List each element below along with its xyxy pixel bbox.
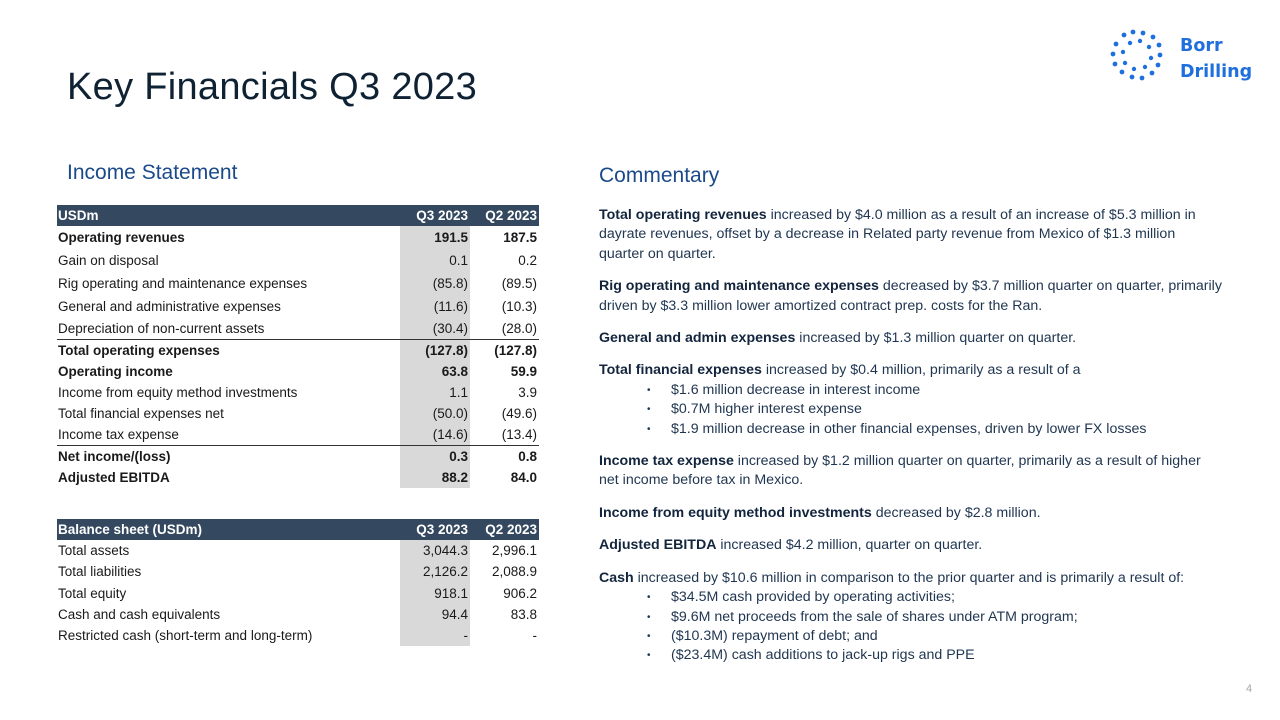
table-row [57,272,539,295]
row-label: Total liabilities [58,564,142,580]
commentary-text: increased by $10.6 million in comparison to the prior quarter and is primarily a result of: [633,569,1185,586]
bullet-text: ($23.4M) cash additions to jack-up rigs and PPE [671,647,975,664]
q2-value: 3.9 [518,385,537,400]
row-label: Net income/(loss) [57,446,400,468]
row-label: Operating revenues [58,230,185,245]
q3-value: 2,126.2 [400,561,470,582]
commentary-heading: Rig operating and maintenance expenses [599,278,879,295]
table-row [57,424,539,446]
table-row [57,561,539,582]
q3-value: 1.1 [400,382,470,403]
list-item [599,608,1224,627]
row-label: Income from equity method investments [58,385,298,400]
list-item [599,588,1224,607]
q3-value: 0.3 [400,446,470,468]
commentary-text: increased by $1.2 million quarter on quarter, primarily as a result of higher net income before tax in Mexico. [599,453,1201,489]
commentary-income-tax [599,452,1224,491]
commentary-text: increased by $0.4 million, primarily as a result of a [761,362,1081,379]
q2-value: 2,996.1 [491,543,537,559]
bullet-text: $1.6 million decrease in interest income [671,381,921,398]
q2-value: 2,088.9 [491,564,537,580]
bullet-icon: • [647,423,651,435]
row-label: Total equity [58,585,127,601]
table-row [57,540,539,561]
q2-value: 59.9 [510,364,537,379]
q2-value: (13.4) [501,427,537,442]
q2-value: 0.8 [470,446,539,468]
list-item [599,400,1224,419]
commentary-body [599,206,1224,666]
q3-value: 0.1 [400,249,470,272]
row-label: Operating income [58,364,173,379]
row-label: Depreciation of non-current assets [58,321,265,336]
q2-value: (127.8) [470,340,539,362]
bullet-icon: • [647,650,651,662]
header-q3: Q3 2023 [400,205,470,226]
q3-value: - [400,625,470,646]
commentary-text: increased $4.2 million, quarter on quarter. [716,537,983,554]
commentary-cash [599,569,1224,588]
table-row [57,604,539,625]
balance-sheet-table [57,519,539,646]
header-balance-sheet: Balance sheet (USDm) [57,519,400,540]
bullet-icon: • [647,611,651,623]
q3-value: 191.5 [400,226,470,249]
q2-value: (49.6) [501,406,537,421]
q3-value: (14.6) [400,424,470,446]
table-row [57,226,539,249]
commentary-equity-method [599,504,1224,523]
bullet-icon: • [647,630,651,642]
table-row [57,403,539,424]
q3-value: 94.4 [400,604,470,625]
commentary-revenues [599,206,1224,264]
row-label: Cash and cash equivalents [58,607,221,623]
q3-value: 88.2 [400,467,470,488]
commentary-heading: Income tax expense [599,453,734,470]
commentary-heading: Cash [599,569,634,586]
commentary-text: increased by $1.3 million quarter on quarter. [795,330,1077,347]
q2-value: 84.0 [510,470,537,485]
financial-expenses-bullets [599,381,1224,439]
q3-value: 918.1 [400,583,470,604]
table-row [57,625,539,646]
row-label: Restricted cash (short-term and long-term) [58,628,313,644]
page-number: 4 [1246,683,1253,695]
header-q3: Q3 2023 [400,519,470,540]
q3-value: (85.8) [400,272,470,295]
commentary-ebitda [599,536,1224,555]
table-header-row [57,519,539,540]
logo-line-1: Borr [1180,36,1223,56]
table-row [57,361,539,382]
logo-line-2: Drilling [1180,62,1253,82]
table-row [57,382,539,403]
bullet-icon: • [647,592,651,604]
row-label: Rig operating and maintenance expenses [58,276,308,291]
q2-value: 187.5 [503,230,537,245]
q2-value: (28.0) [501,321,537,336]
q2-value: 0.2 [518,253,537,268]
page-title: Key Financials Q3 2023 [67,66,478,108]
commentary-heading: Total financial expenses [599,362,762,379]
q2-value: (89.5) [501,276,537,291]
table-row [57,446,539,468]
row-label: Total financial expenses net [58,406,224,421]
q3-value: (30.4) [400,318,470,340]
table-row [57,340,539,362]
table-row [57,583,539,604]
q3-value: (50.0) [400,403,470,424]
q3-value: (127.8) [400,340,470,362]
bullet-icon: • [647,404,651,416]
list-item [599,420,1224,439]
bullet-text: $1.9 million decrease in other financial expenses, driven by lower FX losses [671,420,1147,437]
q3-value: (11.6) [400,295,470,318]
q2-value: 906.2 [503,585,537,601]
table-header-row [57,205,539,226]
commentary-text: decreased by $2.8 million. [871,504,1041,521]
borr-logo-icon [1110,28,1172,84]
commentary-heading: General and admin expenses [599,330,796,347]
header-q2: Q2 2023 [470,205,539,226]
income-statement-table [57,205,539,488]
commentary-heading: Income from equity method investments [599,504,872,521]
bullet-text: ($10.3M) repayment of debt; and [671,627,878,644]
bullet-icon: • [647,384,651,396]
table-row [57,318,539,340]
row-label: Gain on disposal [58,253,159,268]
borr-drilling-logo [1110,28,1255,84]
header-usdm: USDm [57,205,400,226]
commentary-text: increased by $4.0 million as a result of an increase of $5.3 million in dayrate revenues, offset by a decrease in Related party revenue from Mexico of $1.3 million quarter on quarter. [599,207,1196,262]
header-q2: Q2 2023 [470,519,539,540]
list-item [599,627,1224,646]
income-statement-title: Income Statement [67,161,238,184]
row-label: General and administrative expenses [58,299,281,314]
bullet-text: $34.5M cash provided by operating activities; [671,589,955,606]
list-item [599,646,1224,665]
logo-wordmark [1180,33,1252,85]
q2-value: 83.8 [510,607,537,623]
row-label: Total assets [58,543,130,559]
table-row [57,295,539,318]
bullet-text: $9.6M net proceeds from the sale of shares under ATM program; [671,608,1078,625]
table-row [57,249,539,272]
q3-value: 3,044.3 [400,540,470,561]
q3-value: 63.8 [400,361,470,382]
q2-value: (10.3) [501,299,537,314]
row-label: Total operating expenses [57,340,400,362]
row-label: Income tax expense [58,427,179,442]
list-item [599,381,1224,400]
commentary-text: decreased by $3.7 million quarter on quarter, primarily driven by $3.3 million lower amortized contract prep. costs for the Ran. [599,278,1222,314]
commentary-heading: Total operating revenues [599,207,767,223]
commentary-rig-opex [599,277,1224,316]
commentary-financial-expenses [599,361,1224,380]
bullet-text: $0.7M higher interest expense [671,401,862,418]
q2-value: - [532,628,537,644]
commentary-g-and-a [599,329,1224,348]
commentary-heading: Adjusted EBITDA [599,537,717,554]
cash-bullets [599,588,1224,666]
commentary-title: Commentary [599,164,720,187]
table-row [57,467,539,488]
row-label: Adjusted EBITDA [58,470,170,485]
